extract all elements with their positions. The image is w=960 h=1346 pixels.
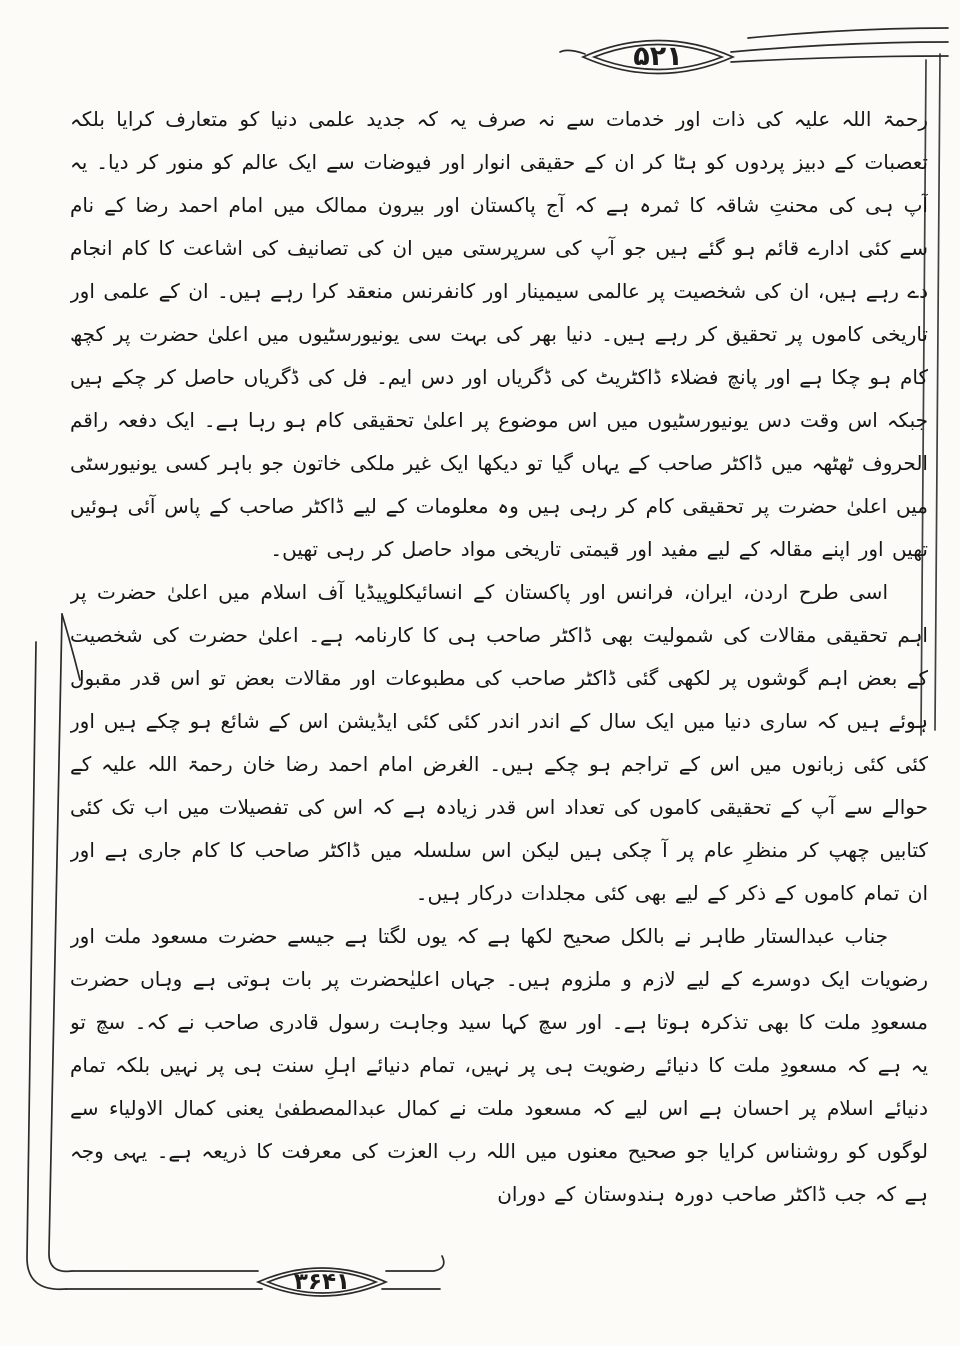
page-number-bottom: ۳۶۴۱ <box>293 1269 351 1295</box>
body-text <box>70 98 928 1253</box>
page-number-top: ۵۲۱ <box>633 41 683 72</box>
paragraph: جناب عبدالستار طاہر نے بالکل صحیح لکھا ہے کہ یوں لگتا ہے جیسے حضرت مسعود ملت اور رضویات ایک دوسرے کے لیے لازم و ملزوم ہیں۔ جہاں اعلیٰحضرت پر بات ہوتی ہے وہاں حضرت مسعودِ ملت کا بھی تذکرہ ہوتا ہے۔ اور سچ کہا سید وجاہت رسول قادری صاحب نے کہ۔ سچ تو یہ ہے کہ مسعودِ ملت کا دنیائے رضویت ہی پر نہیں، تمام دنیائے اہلِ سنت ہی پر نہیں بلکہ تمام دنیائے اسلام پر احسان ہے اس لیے کہ مسعود ملت نے کمال عبدالمصطفیٰ یعنی کمال الاولیاء سے لوگوں کو روشناس کرایا جو صحیح معنوں میں اللہ رب العزت کی معرفت کا ذریعہ ہے۔ یہی وجہ ہے کہ جب ڈاکٹر صاحب دورہ ہندوستان کے دوران <box>70 924 928 1206</box>
paragraph: اسی طرح اردن، ایران، فرانس اور پاکستان کے انسائیکلوپیڈیا آف اسلام میں اعلیٰ حضرت پر اہم تحقیقی مقالات کی شمولیت بھی ڈاکٹر صاحب ہی کا کارنامہ ہے۔ اعلیٰ حضرت کی شخصیت کے بعض اہم گوشوں پر لکھی گئی ڈاکٹر صاحب کی مطبوعات اور مقالات بعض تو اس قدر مقبول ہوئے ہیں کہ ساری دنیا میں ایک سال کے اندر اندر کئی کئی ایڈیشن اس کے شائع ہو چکے ہیں اور کئی کئی زبانوں میں اس کے تراجم ہو چکے ہیں۔ الغرض امام احمد رضا خان رحمۃ اللہ علیہ کے حوالے سے آپ کے تحقیقی کاموں کی تعداد اس قدر زیادہ ہے کہ اس کی تفصیلات میں اب تک کئی کتابیں چھپ کر منظرِ عام پر آ چکی ہیں لیکن اس سلسلہ میں ڈاکٹر صاحب کا کام جاری ہے اور ان تمام کاموں کے ذکر کے لیے بھی کئی مجلدات درکار ہیں۔ <box>70 580 928 905</box>
paragraph-continuation: رحمۃ اللہ علیہ کی ذات اور خدمات سے نہ صرف یہ کہ جدید علمی دنیا کو متعارف کرایا بلکہ تعصبات کے دبیز پردوں کو ہٹا کر ان کے حقیقی انوار اور فیوضات سے ایک عالم کو منور کر دیا۔ یہ آپ ہی کی محنتِ شاقہ کا ثمرہ ہے کہ آج پاکستان اور بیرون ممالک میں امام احمد رضا کے نام سے کئی ادارے قائم ہو گئے ہیں جو آپ کی سرپرستی میں ان کی تصانیف کی اشاعت کا کام انجام دے رہے ہیں، ان کی شخصیت پر عالمی سیمینار اور کانفرنس منعقد کرا رہے ہیں۔ ان کے علمی اور تاریخی کاموں پر تحقیق کر رہے ہیں۔ دنیا بھر کی بہت سی یونیورسٹیوں میں اعلیٰ حضرت پر کچھ کام ہو چکا ہے اور پانچ فضلاء ڈاکٹریٹ کی ڈگریاں اور دس ایم۔ فل کی ڈگریاں حاصل کر چکے ہیں جبکہ اس وقت دس یونیورسٹیوں میں اس موضوع پر اعلیٰ تحقیقی کام ہو رہا ہے۔ ایک دفعہ راقم الحروف ٹھٹھہ میں ڈاکٹر صاحب کے یہاں گیا تو دیکھا ایک غیر ملکی خاتون جو باہر کسی یونیورسٹی میں اعلیٰ حضرت پر تحقیقی کام کر رہی ہیں وہ معلومات کے لیے ڈاکٹر صاحب کے پاس آئی ہوئیں تھیں اور اپنے مقالہ کے لیے مفید اور قیمتی تاریخی مواد حاصل کر رہی تھیں۔ <box>70 107 928 561</box>
